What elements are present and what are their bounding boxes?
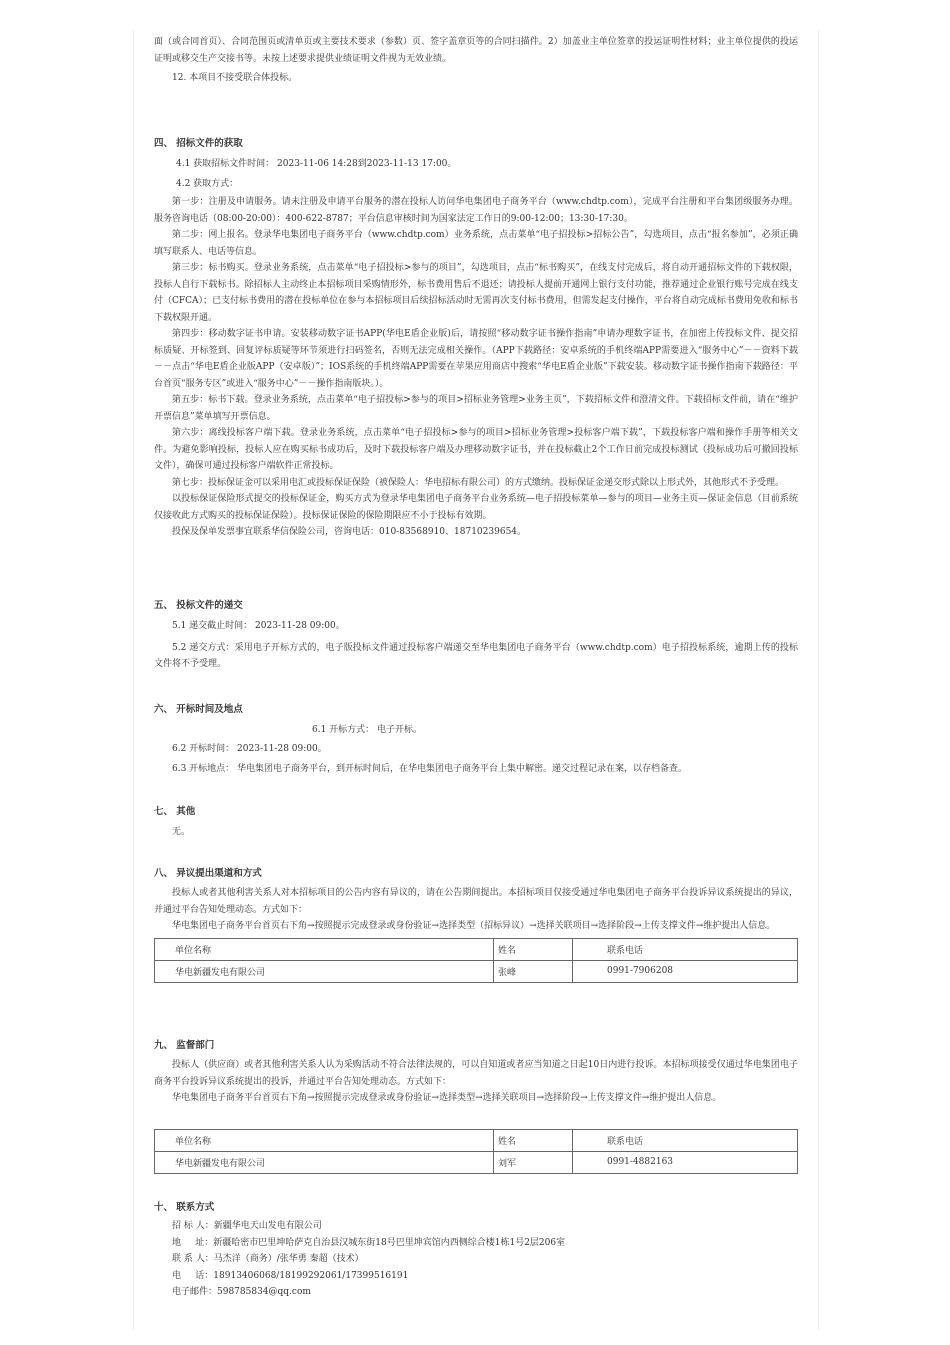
section-5-title: 五、 投标文件的递交 (154, 600, 243, 611)
s6-time: 6.2 开标时间： 2023-11-28 09:00。 (172, 743, 327, 754)
table-cell: 0991-7906208 (573, 960, 798, 982)
table-row (155, 960, 798, 982)
table-cell: 张峰 (494, 960, 573, 982)
table-header-row (155, 1129, 798, 1151)
section-6 (154, 702, 798, 778)
intro-paragraph: 面（或合同首页）、合同范围页或清单页或主要技术要求（参数）页、签字盖章页等的合同扫描件。2）加盖业主单位签章的投运证明性材料；业主单位提供的投运证明或移交生产交接书等。未按上述要求提供业绩证明文件视为无效业绩。 (154, 37, 798, 64)
table-header-cell: 单位名称 (155, 1129, 494, 1151)
table-header-cell: 联系电话 (573, 938, 798, 960)
contact-email: 电子邮件：598785834@qq.com (172, 1287, 311, 1297)
section-10 (154, 1200, 798, 1301)
section-9-title: 九、 监督部门 (154, 1040, 215, 1051)
table-cell: 0991-4882163 (573, 1151, 798, 1173)
s6-method: 6.1 开标方式： 电子开标。 (312, 725, 423, 735)
table-header-cell: 联系电话 (573, 1129, 798, 1151)
intro-clause-12: 12. 本项目不接受联合体投标。 (172, 73, 298, 83)
s8-paragraph-2: 华电集团电子商务平台首页右下角→按照提示完成登录或身份验证→选择类型（招标异议）→选择关联项目→选择阶段→上传支撑文件→维护提出人信息。 (172, 921, 776, 931)
section-7-title: 七、 其他 (154, 806, 196, 817)
section-5 (154, 598, 798, 673)
s5-method: 5.2 递交方式：采用电子开标方式的，电子版投标文件通过投标客户端递交至华电集团电子商务平台（www.chdtp.com）电子招投标系统，逾期上传的投标文件将不予受理。 (154, 642, 798, 669)
contact-tenderer: 招 标 人：新疆华电天山发电有限公司 (172, 1221, 322, 1231)
s4-method: 4.2 获取方式： (176, 178, 239, 189)
s4-insurance-contact: 投保及保单发票事宜联系华信保险公司，咨询电话：010-83568910、18710239654。 (172, 527, 527, 537)
s4-step-3: 第三步：标书购买。登录业务系统，点击菜单“电子招投标>参与的项目”，勾选项目，点击“标书购买”，在线支付完成后，将自动开通招标文件的下载权限，投标人自行下载标书。除招标人主动终止本招标项目采购情形外，标书费用售后不退还；请投标人提前开通网上银行支付功能，推荐通过企业银行账号完成在线支付（CFCA）；已支付标书费用的潜在投标单位在参与本招标项目后续招标活动时无需再次支付标书费用，但需发起支付操作，平台将自动完成标书费用免收和标书下载权限开通。 (154, 263, 798, 323)
section-7 (154, 804, 798, 841)
section-9 (154, 1038, 798, 1174)
table-header-cell: 单位名称 (155, 938, 494, 960)
table-cell: 刘军 (494, 1151, 573, 1173)
section-6-title: 六、 开标时间及地点 (154, 704, 243, 715)
s9-contact-table (154, 1129, 798, 1174)
contact-address: 地 址：新疆哈密市巴里坤哈萨克自治县汉城东街18号巴里坤宾馆内西侧综合楼1栋1号2层206室 (172, 1237, 566, 1248)
s9-paragraph-1: 投标人（供应商）或者其他利害关系人认为采购活动不符合法律法规的，可以自知道或者应当知道之日起10日内进行投诉。本招标项接受仅通过华电集团电子商务平台投诉异议系统提出的投诉，并通过平台告知处理动态。方式如下： (154, 1060, 798, 1087)
s4-insurance-note: 以投标保证保险形式提交的投标保证金，购买方式为登录华电集团电子商务平台业务系统—电子招投标菜单—参与的项目—业务主页—保证金信息（目前系统仅接收此方式购买的投标保证保险）。投标保证保险的保险期限应不小于投标有效期。 (154, 494, 798, 521)
intro-section (154, 34, 798, 87)
s4-step-6: 第六步：离线投标客户端下载。登录业务系统，点击菜单“电子招投标>参与的项目>招标业务管理>投标客户端下载”，下载投标客户端和操作手册等相关文件。为避免影响投标，投标人应在购买标书成功后，及时下载投标客户端及办理移动数字证书，并在投标截止2个工作日前完成投标测试（投标成功后可撤回投标文件），确保可通过投标客户端软件正常投标。 (154, 428, 798, 471)
table-header-cell: 姓名 (494, 938, 573, 960)
section-8-title: 八、 异议提出渠道和方式 (154, 868, 262, 879)
s4-step-7: 第七步：投标保证金可以采用电汇或投标保证保险（被保险人：华电招标有限公司）的方式缴纳。投标保证金递交形式除以上形式外，其他形式不予受理。 (172, 477, 785, 488)
s7-content: 无。 (172, 827, 191, 837)
s8-contact-table (154, 938, 798, 983)
s8-paragraph-1: 投标人或者其他利害关系人对本招标项目的公告内容有异议的，请在公告期间提出。本招标项目仅接受通过华电集团电子商务平台投诉异议系统提出的异议，并通过平台告知处理动态。方式如下： (154, 888, 798, 915)
s4-time: 4.1 获取招标文件时间： 2023-11-06 14:28到2023-11-13 17:00。 (176, 159, 457, 169)
s6-place: 6.3 开标地点： 华电集团电子商务平台，到开标时间后，在华电集团电子商务平台上集中解密。递交过程记录在案，以存档备查。 (172, 764, 688, 774)
s4-step-2: 第二步：网上报名。登录华电集团电子商务平台（www.chdtp.com）业务系统，点击菜单“电子招投标>招标公告”，勾选项目，点击“报名参加”，必须正确填写联系人、电话等信息。 (154, 230, 798, 257)
section-4-title: 四、 招标文件的获取 (154, 138, 243, 149)
contact-person: 联 系 人：马杰洋（商务）/张华勇 秦超（技术） (172, 1254, 364, 1264)
contact-phone: 电 话：18913406068/18199292061/17399516191 (172, 1270, 409, 1281)
table-row (155, 1151, 798, 1173)
s5-deadline: 5.1 递交截止时间： 2023-11-28 09:00。 (172, 621, 345, 631)
table-cell: 华电新疆发电有限公司 (155, 1151, 494, 1173)
s4-step-1: 第一步：注册及申请服务。请未注册及申请平台服务的潜在投标人访问华电集团电子商务平台（www.chdtp.com），完成平台注册和平台集团级服务办理。服务咨询电话（08:00-20:00）：400-622-8787；平台信息审核时间为国家法定工作日的9:00-12:00；13:30-17:30。 (154, 197, 798, 224)
section-8 (154, 866, 798, 983)
section-10-title: 十、 联系方式 (154, 1202, 215, 1213)
s9-paragraph-2: 华电集团电子商务平台首页右下角→按照提示完成登录或身份验证→选择类型→选择关联项目→选择阶段→上传支撑文件→维护提出人信息。 (172, 1093, 722, 1103)
table-header-cell: 姓名 (494, 1129, 573, 1151)
section-4 (154, 136, 798, 541)
document-page (133, 30, 819, 1330)
table-header-row (155, 938, 798, 960)
s4-step-5: 第五步：标书下载。登录业务系统，点击菜单“电子招投标>参与的项目>招标业务管理>业务主页”，下载招标文件和澄清文件。下载招标文件前，请在“维护开票信息”菜单填写开票信息。 (154, 395, 798, 422)
s4-step-4: 第四步：移动数字证书申请。安装移动数字证书APP(华电E盾企业版)后，请按照“移动数字证书操作指南”申请办理数字证书，在加密上传投标文件、提交招标质疑、开标签到、回复评标质疑等环节须进行扫码签名，否则无法完成相关操作。（APP下载路径：安卓系统的手机终端APP需要进入“服务中心”－－资料下载－－点击“华电E盾企业版APP（安卓版）”；IOS系统的手机终端APP需要在苹果应用商店中搜索“华电E盾企业版”下载安装。移动数字证书操作指南下载路径：平台首页“服务专区”或进入“服务中心”－－操作指南版块。）。 (154, 329, 798, 389)
table-cell: 华电新疆发电有限公司 (155, 960, 494, 982)
